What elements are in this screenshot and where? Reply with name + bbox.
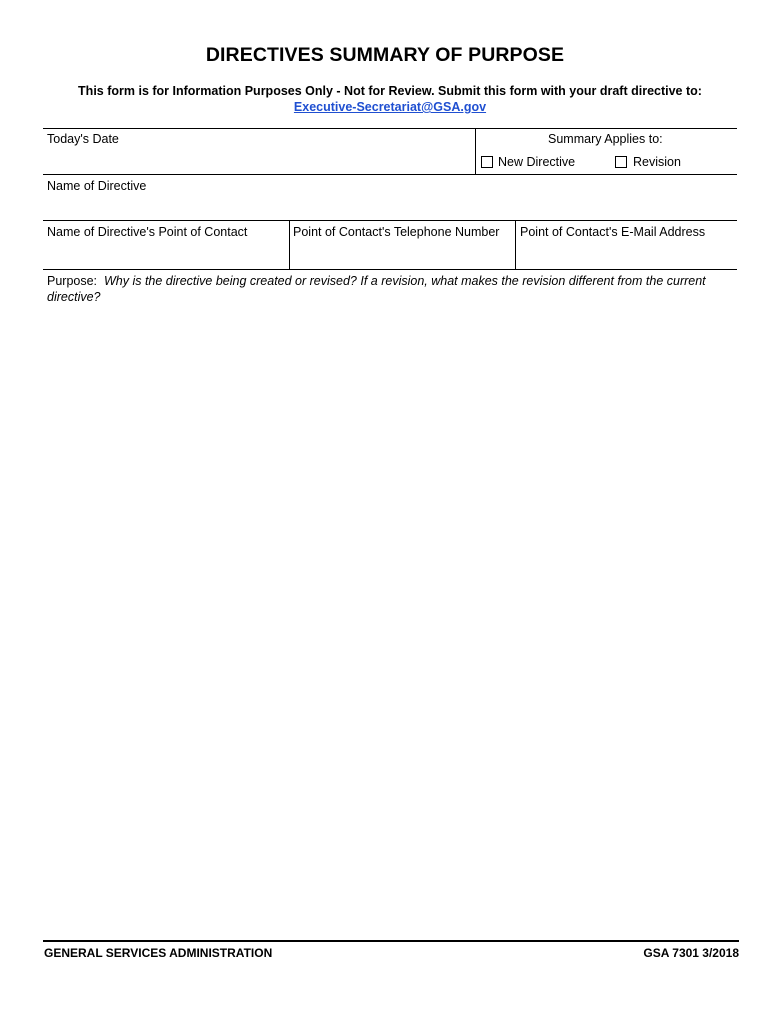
new-directive-checkbox[interactable] [481,156,493,168]
date-summary-divider [475,128,476,174]
todays-date-field[interactable] [44,129,474,173]
purpose-label: Purpose: [47,274,98,288]
poc-phone-label: Point of Contact's Telephone Number [293,225,500,239]
new-directive-label: New Directive [498,155,576,169]
footer-rule [43,940,739,942]
revision-checkbox[interactable] [615,156,627,168]
form-title: DIRECTIVES SUMMARY OF PURPOSE [205,44,565,66]
summary-applies-label: Summary Applies to: [548,132,663,146]
todays-date-label: Today's Date [47,132,119,146]
footer-agency: GENERAL SERVICES ADMINISTRATION [44,946,273,960]
poc-email-label: Point of Contact's E-Mail Address [520,225,706,239]
poc-email-field[interactable] [516,221,736,268]
purpose-text [47,273,737,305]
footer-form-number: GSA 7301 3/2018 [643,946,739,960]
email-link[interactable]: Executive-Secretariat@GSA.gov [293,100,487,114]
purpose-question: Why is the directive being created or revised? If a revision, what makes the revision different from the current directive? [47,274,706,304]
form-notice: This form is for Information Purposes Only - Not for Review. Submit this form with your draft directive to: [78,84,702,98]
revision-label: Revision [633,155,681,169]
purpose-field[interactable] [44,270,736,930]
name-of-directive-label: Name of Directive [47,179,147,193]
name-of-directive-field[interactable] [44,175,736,219]
poc-phone-field[interactable] [290,221,514,268]
poc-name-label: Name of Directive's Point of Contact [47,225,248,239]
poc-name-field[interactable] [44,221,288,268]
